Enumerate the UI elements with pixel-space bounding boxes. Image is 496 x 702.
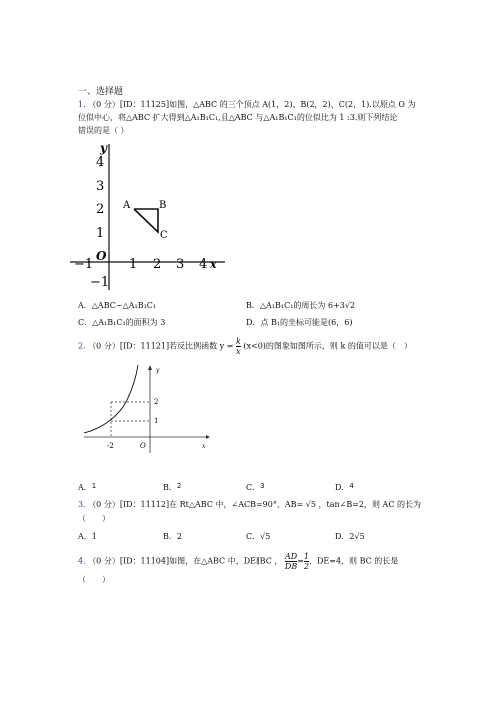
fraction-denominator: 2: [303, 562, 309, 571]
y-axis-label: y: [100, 141, 107, 155]
question-3-meta: （0 分）[ID：11112]: [88, 500, 170, 509]
question-3-text-1: 在 Rt△ABC 中，∠ACB=90°，AB= √5 ，tan∠B=2，则 AC 的长为: [169, 500, 421, 509]
question-2-hyperbola-figure: [84, 360, 214, 455]
question-2-text-post: (x<0)的图象如图所示，则 k 的值可以是（ ）: [243, 341, 412, 351]
x-axis-label: x: [202, 443, 206, 450]
question-3-option-a[interactable]: A．1: [78, 532, 97, 541]
question-1-option-b[interactable]: B．△A₁B₁C₁的周长为 6+3√2: [246, 301, 356, 310]
option-b-letter: B．: [163, 483, 177, 492]
question-1-option-d[interactable]: D．点 B₁的坐标可能是(6，6): [246, 318, 353, 327]
question-3-text-2: （ ）: [78, 514, 110, 523]
y-tick-3: 3: [96, 179, 105, 194]
y-tick-4: 4: [96, 155, 105, 170]
question-2-text-pre: 若反比例函数 y =: [169, 341, 234, 351]
question-1-option-c[interactable]: C．△A₁B₁C₁的面积为 3: [78, 318, 166, 327]
x-tick-neg1: −1: [74, 257, 94, 272]
option-d-value: 4: [349, 482, 354, 490]
question-1-line-1: [78, 98, 416, 111]
question-4-number: 4.: [78, 556, 86, 566]
fraction-numerator: AD: [284, 552, 298, 561]
question-2-line-1: [78, 337, 412, 356]
x-tick-4: 4: [199, 257, 208, 272]
fraction-denominator: DB: [284, 562, 298, 571]
question-2-option-c[interactable]: [246, 482, 265, 493]
x-tick-1: 1: [129, 257, 138, 272]
question-1-text-1: 如图，△ABC 的三个顶点 A(1，2)、B(2，2)、C(2，1).以原点 O 为: [169, 100, 416, 109]
point-b-label: B: [159, 200, 167, 211]
question-3-number: 3.: [78, 500, 86, 509]
y-axis-label: y: [156, 367, 160, 374]
tick-label-1: 1: [154, 417, 159, 425]
fraction-denominator: x: [236, 347, 241, 356]
question-4-text-2: （ ）: [78, 575, 110, 584]
tick-label-neg2: -2: [107, 442, 114, 450]
x-tick-2: 2: [153, 257, 162, 272]
question-3-option-b[interactable]: B．2: [163, 532, 182, 541]
question-1-option-a[interactable]: A．△ABC∽△A₁B₁C₁: [78, 301, 157, 310]
question-1-text-3: 错误的是（ ）: [78, 126, 129, 135]
question-1-text-2: 位似中心，将△ABC 扩大得到△A₁B₁C₁,且△ABC 与△A₁B₁C₁的位似比为 1 :3.则下列结论: [78, 113, 398, 122]
tick-label-2: 2: [154, 398, 159, 406]
question-3-option-d[interactable]: D．2√5: [335, 532, 365, 541]
triangle-abc: [134, 209, 158, 232]
equals-sign: =: [297, 556, 304, 566]
question-1-coordinate-figure: [70, 140, 230, 296]
x-axis-arrow: [206, 435, 210, 439]
y-axis-arrow: [148, 365, 152, 370]
y-tick-2: 2: [96, 202, 105, 217]
x-tick-3: 3: [176, 257, 185, 272]
y-tick-1: 1: [96, 226, 105, 241]
question-4-fraction-ad-db: [285, 552, 297, 571]
question-3-option-c[interactable]: C．√5: [246, 532, 271, 541]
question-3-line-1: [78, 498, 421, 511]
question-4-line-1: [78, 552, 398, 571]
option-b-value: 2: [176, 482, 182, 490]
option-a-letter: A．: [78, 483, 92, 492]
point-a-label: A: [123, 200, 131, 211]
option-d-letter: D．: [335, 483, 350, 492]
question-2-option-d[interactable]: [335, 482, 354, 493]
question-2-option-b[interactable]: [163, 482, 181, 493]
option-a-value: 1: [91, 482, 97, 490]
option-c-value: 3: [260, 482, 265, 490]
section-title: 一、选择题: [78, 87, 124, 97]
question-1-meta: （0 分）[ID：11125]: [88, 100, 170, 109]
question-4-text-pre: 如图，在△ABC 中，DE∥BC ，: [169, 556, 283, 566]
question-2-fraction: [236, 337, 241, 356]
origin-label: O: [96, 249, 107, 263]
point-c-label: C: [160, 230, 168, 241]
fraction-numerator: k: [235, 337, 241, 346]
question-4-meta: （0 分）[ID：11104]: [88, 556, 170, 566]
option-c-letter: C．: [246, 483, 261, 492]
question-4-text-post: ，DE=4，则 BC 的长是: [309, 556, 399, 566]
question-2-number: 2.: [78, 341, 86, 351]
x-axis-label: x: [210, 258, 217, 271]
question-2-meta: （0 分）[ID：11121]: [88, 341, 170, 351]
y-tick-neg1: −1: [90, 275, 110, 290]
question-1-number: 1.: [78, 100, 86, 109]
question-2-option-a[interactable]: [78, 482, 96, 493]
origin-label: O: [140, 442, 146, 450]
fraction-numerator: 1: [303, 552, 309, 561]
